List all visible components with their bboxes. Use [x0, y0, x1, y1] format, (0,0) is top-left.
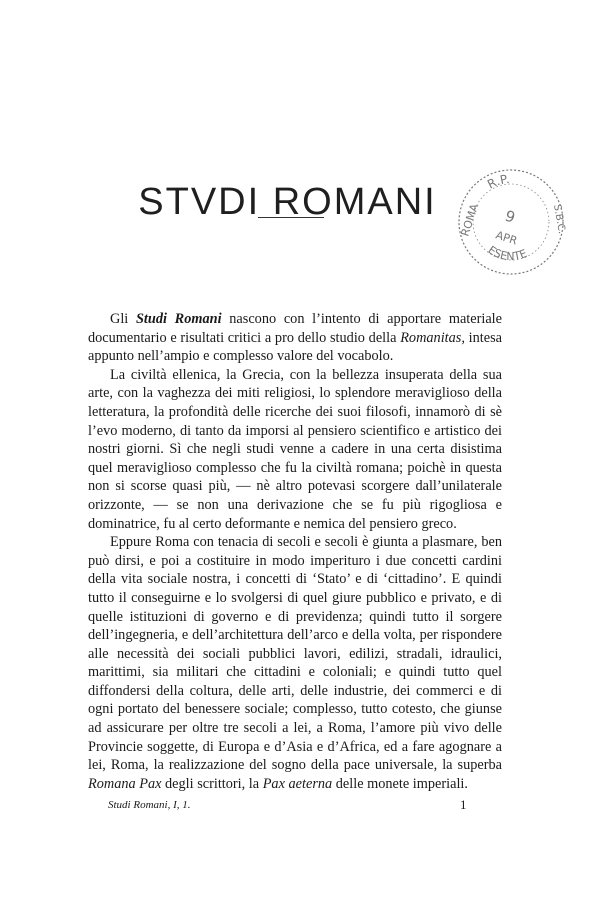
stamp-bottom-text: ESENTE	[485, 243, 529, 264]
stamp-left-text: ROMA	[458, 202, 482, 238]
p1-text-c: nascono con l’intento di apportare materiale documentario e risultati critici a pro dello studio della	[88, 311, 503, 346]
title-divider	[258, 217, 324, 218]
paragraph-2: La civiltà ellenica, la Grecia, con la bellezza insuperata della sua arte, con la vaghezza dei miti religiosi, lo splendore meraviglioso della letteratura, la profondità delle ricerche dei suoi filosofi, innamorò di sè l’evo moderno, di tanto da imporsi al pensiero scientifico e artistico dei nostri giorni. Sì che negli studi venne a cadere in una certa disistima quel meraviglioso complesso che fu la civiltà romana; poichè in questa non si scorse quasi più, — nè altro potevasi scorgere dall’unilaterale orizzonte, — se non una derivazione che se fu più rigogliosa e dominatrice, fu al certo deformante e nemica del pensiero greco.	[88, 366, 502, 532]
library-stamp	[454, 165, 568, 279]
article-body	[88, 310, 502, 793]
stamp-right-text: S.B.C.	[551, 203, 568, 235]
page-footer	[88, 797, 502, 817]
stamp-day: 9	[502, 206, 518, 227]
p1-text-e: intesa appunto nell’ampio e complesso valore del vocabolo.	[88, 329, 502, 365]
p3-text-e: delle monete imperiali.	[332, 775, 468, 792]
p3-romana-pax: Romana Pax	[88, 775, 162, 792]
p1-journal-name: Studi Romani	[135, 311, 222, 327]
p3-text-c: degli scrittori, la	[161, 775, 263, 792]
page-number: 1	[460, 797, 467, 812]
page-title: STVDI ROMANI	[138, 181, 437, 224]
p3-pax-aeterna: Pax aeterna	[262, 775, 333, 792]
paragraph-3	[88, 533, 502, 793]
stamp-month: APR	[494, 228, 519, 248]
paragraph-1	[88, 310, 502, 366]
p1-text-a: Gli	[110, 311, 136, 327]
stamp-graphic	[454, 165, 568, 279]
footer-source: Studi Romani, I, 1.	[108, 799, 191, 811]
stamp-top-text: R.P.	[485, 171, 511, 192]
p3-text-a: Eppure Roma con tenacia di secoli e secoli è giunta a plasmare, ben può dirsi, e poi a costituire in modo imperituro i due concetti cardini della vita sociale nostra, i concetti di ‘Stato’ e di ‘cittadino’. E quindi tutto il conseguirne e lo svolgersi di quel giure pubblico e privato, e di quelle istituzioni di governo e di previdenza; quindi tutto il sorgere dell’ingegneria, e dell’architettura dell’arco e della volta, per rispondere alle necessità dei sociali pubblici lavori, edilizi, stradali, idraulici, marittimi, sia militari che cittadini e coloniali; e quindi tutto quel diffondersi della coltura, delle arti, delle industrie, dei commerci e di ogni portato del benessere sociale; complesso, tutto cotesto, che giunse ad assicurare per oltre tre secoli a lei, a Roma, l’amore più vivo delle Provincie soggette, di Europa e d’Asia e d’Africa, ed a fare agognare a lei, Roma, la realizzazione del sogno della pace universale, la superba	[88, 534, 502, 774]
p1-romanitas: Romanitas,	[400, 329, 465, 346]
